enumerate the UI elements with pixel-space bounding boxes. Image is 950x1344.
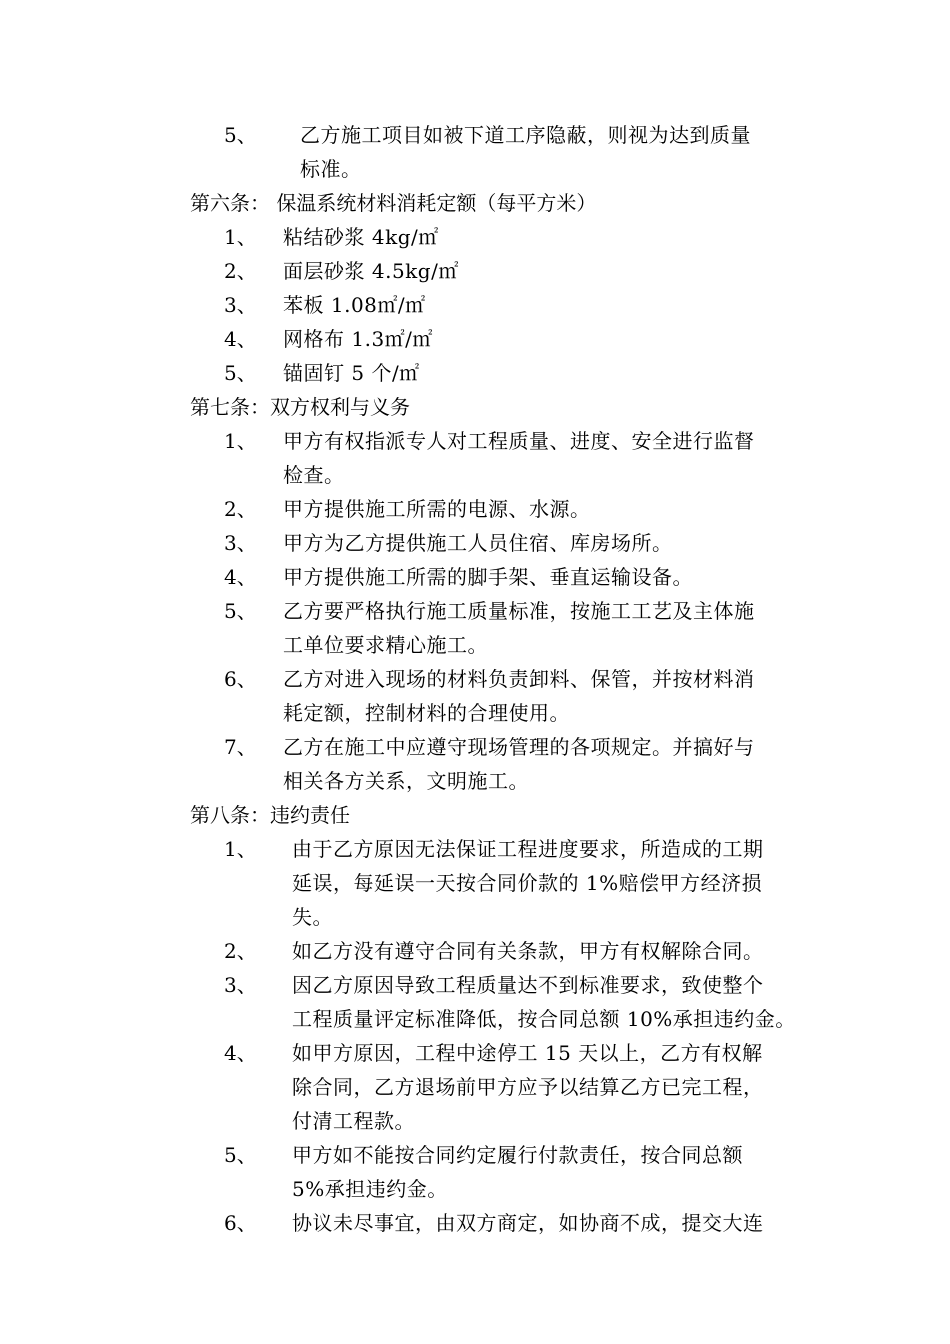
item-text: 如乙方没有遵守合同有关条款，甲方有权解除合同。 xyxy=(292,939,764,963)
item-number: 4、 xyxy=(224,565,257,589)
item-text: 甲方有权指派专人对工程质量、进度、安全进行监督 xyxy=(283,429,755,453)
item-text: 5%承担违约金。 xyxy=(292,1177,448,1201)
item-number: 3、 xyxy=(224,293,257,317)
item-text: 面层砂浆 4.5kg/㎡ xyxy=(283,259,459,283)
item-text: 甲方如不能按合同约定履行付款责任，按合同总额 xyxy=(292,1143,743,1167)
item-text: 工程质量评定标准降低，按合同总额 10%承担违约金。 xyxy=(292,1007,796,1031)
item-text: 延误，每延误一天按合同价款的 1%赔偿甲方经济损 xyxy=(292,871,763,895)
item-text: 由于乙方原因无法保证工程进度要求，所造成的工期 xyxy=(292,837,764,861)
item-number: 1、 xyxy=(224,429,257,453)
section-heading: 第六条： 保温系统材料消耗定额（每平方米） xyxy=(190,191,597,215)
item-number: 1、 xyxy=(224,837,257,861)
item-text: 相关各方关系，文明施工。 xyxy=(283,769,529,793)
item-text: 网格布 1.3㎡/㎡ xyxy=(283,327,433,351)
item-text: 付清工程款。 xyxy=(292,1109,415,1133)
item-number: 3、 xyxy=(224,531,257,555)
item-text: 乙方在施工中应遵守现场管理的各项规定。并搞好与 xyxy=(283,735,755,759)
item-text: 锚固钉 5 个/㎡ xyxy=(283,361,420,385)
item-number: 6、 xyxy=(224,1211,257,1235)
item-number: 4、 xyxy=(224,327,257,351)
item-text: 检查。 xyxy=(283,463,345,487)
item-text: 协议未尽事宜，由双方商定，如协商不成，提交大连 xyxy=(292,1211,764,1235)
item-number: 6、 xyxy=(224,667,257,691)
item-text: 除合同，乙方退场前甲方应予以结算乙方已完工程， xyxy=(292,1075,764,1099)
item-number: 7、 xyxy=(224,735,257,759)
item-text: 失。 xyxy=(292,905,333,929)
item-text: 因乙方原因导致工程质量达不到标准要求，致使整个 xyxy=(292,973,764,997)
item-text: 标准。 xyxy=(300,157,362,181)
item-text: 乙方要严格执行施工质量标准，按施工工艺及主体施 xyxy=(283,599,755,623)
item-text: 甲方为乙方提供施工人员住宿、库房场所。 xyxy=(283,531,673,555)
section-heading: 第八条：违约责任 xyxy=(190,803,350,827)
item-number: 3、 xyxy=(224,973,257,997)
item-text: 甲方提供施工所需的电源、水源。 xyxy=(283,497,591,521)
item-text: 工单位要求精心施工。 xyxy=(283,633,488,657)
item-text: 乙方施工项目如被下道工序隐蔽，则视为达到质量 xyxy=(300,123,751,147)
item-text: 耗定额，控制材料的合理使用。 xyxy=(283,701,570,725)
item-number: 1、 xyxy=(224,225,257,249)
item-number: 5、 xyxy=(224,599,257,623)
item-text: 乙方对进入现场的材料负责卸料、保管，并按材料消 xyxy=(283,667,755,691)
item-text: 如甲方原因，工程中途停工 15 天以上，乙方有权解 xyxy=(292,1041,763,1065)
item-number: 5、 xyxy=(224,123,257,147)
item-number: 2、 xyxy=(224,497,257,521)
item-number: 5、 xyxy=(224,361,257,385)
item-text: 甲方提供施工所需的脚手架、垂直运输设备。 xyxy=(283,565,693,589)
item-number: 2、 xyxy=(224,939,257,963)
item-text: 粘结砂浆 4kg/㎡ xyxy=(283,225,439,249)
item-number: 2、 xyxy=(224,259,257,283)
item-number: 5、 xyxy=(224,1143,257,1167)
item-number: 4、 xyxy=(224,1041,257,1065)
item-text: 苯板 1.08㎡/㎡ xyxy=(283,293,426,317)
section-heading: 第七条：双方权利与义务 xyxy=(190,395,410,419)
